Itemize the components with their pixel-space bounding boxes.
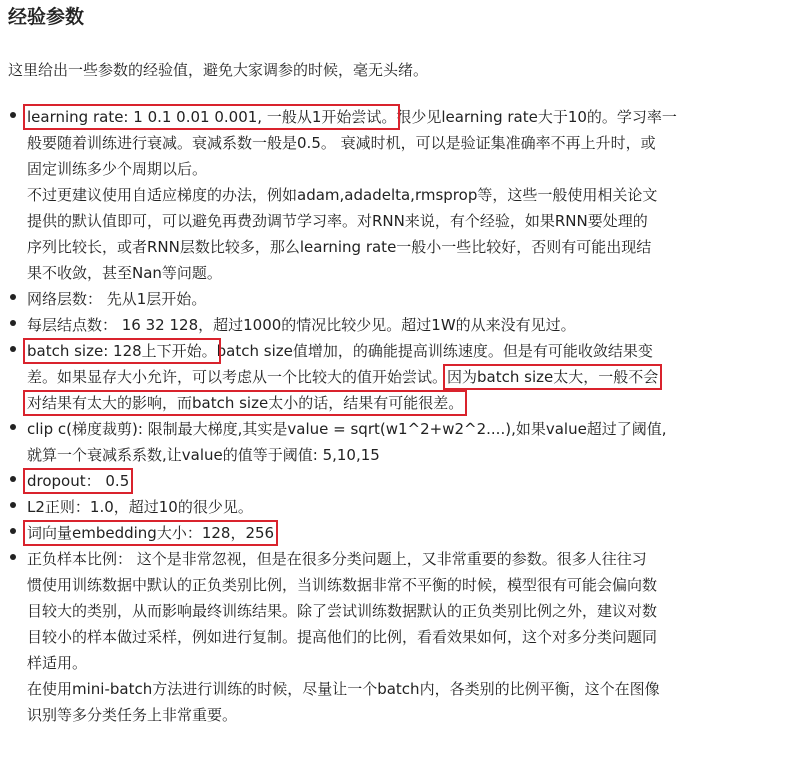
bullet-icon: [10, 424, 16, 430]
highlighted-text: 词向量embedding大小：128，256: [27, 524, 275, 542]
list-item-batch-size: [0, 338, 677, 416]
bullet-icon: [10, 346, 16, 352]
list-item-nodes-per-layer: [0, 312, 677, 338]
parameter-list: [0, 104, 677, 728]
text-line: [27, 104, 677, 130]
text-line: 目较小的样本做过采样，例如进行复制。提高他们的比例，看看效果如何，这个对多分类问题同: [27, 628, 658, 646]
text-line: [27, 390, 677, 416]
highlighted-text: batch size: 128上下开始。: [27, 342, 217, 360]
text-line: [27, 520, 677, 546]
list-item-network-layers: [0, 286, 677, 312]
text-line: 提供的默认值即可，可以避免再费劲调节学习率。对RNN来说，有个经验，如果RNN要处理的: [27, 212, 648, 230]
text-segment: 差。如果显存大小允许，可以考虑从一个比较大的值开始尝试。: [27, 368, 448, 386]
bullet-icon: [10, 294, 16, 300]
text-segment: batch size值增加，的确能提高训练速度。但是有可能收敛结果变: [216, 342, 653, 360]
text-line: 序列比较长，或者RNN层数比较多，那么learning rate一般小一些比较好，否则有可能出现结: [27, 238, 652, 256]
list-item-dropout: [0, 468, 677, 494]
text-line: 果不收敛，甚至Nan等问题。: [27, 264, 222, 282]
text-segment: 很少见learning rate大于10的。学习率一: [396, 108, 677, 126]
text-line: 样适用。: [27, 654, 88, 672]
text-line: 正负样本比例： 这个是非常忽视，但是在很多分类问题上，又非常重要的参数。很多人往往习: [27, 550, 647, 568]
bullet-icon: [10, 502, 16, 508]
text-line: [27, 338, 677, 364]
text-line: 每层结点数： 16 32 128，超过1000的情况比较少见。超过1W的从来没有见过。: [27, 316, 576, 334]
text-line: 网络层数： 先从1层开始。: [27, 290, 207, 308]
list-item-embedding-size: [0, 520, 677, 546]
list-item-gradient-clip: [0, 416, 677, 468]
text-line: 固定训练多少个周期以后。: [27, 160, 208, 178]
text-line: [27, 468, 677, 494]
text-line: 识别等多分类任务上非常重要。: [27, 706, 238, 724]
highlighted-text: learning rate: 1 0.1 0.01 0.001, 一般从1开始尝试。: [27, 108, 397, 126]
text-line: 不过更建议使用自适应梯度的办法，例如adam,adadelta,rmsprop等，这些一般使用相关论文: [27, 186, 658, 204]
highlighted-text: 对结果有太大的影响，而batch size太小的话，结果有可能很差。: [27, 394, 464, 412]
bullet-icon: [10, 554, 16, 560]
text-line: clip c(梯度裁剪): 限制最大梯度,其实是value = sqrt(w1^2+w2^2....),如果value超过了阈值,: [27, 420, 667, 438]
text-line: L2正则：1.0，超过10的很少见。: [27, 498, 253, 516]
highlighted-text: 因为batch size太大，一般不会: [447, 368, 659, 386]
text-line: 在使用mini-batch方法进行训练的时候，尽量让一个batch内，各类别的比例平衡，这个在图像: [27, 680, 660, 698]
text-line: [27, 364, 677, 390]
list-item-learning-rate: [0, 104, 677, 286]
text-line: 惯使用训练数据中默认的正负类别比例，当训练数据非常不平衡的时候，模型很有可能会偏向数: [27, 576, 658, 594]
text-line: 目较大的类别，从而影响最终训练结果。除了尝试训练数据默认的正负类别比例之外，建议对数: [27, 602, 658, 620]
intro-paragraph: 这里给出一些参数的经验值，避免大家调参的时候，毫无头绪。: [8, 61, 429, 79]
text-line: 般要随着训练进行衰减。衰减系数一般是0.5。 衰减时机，可以是验证集准确率不再上升时，或: [27, 134, 656, 152]
list-item-sample-ratio: [0, 546, 677, 728]
bullet-icon: [10, 476, 16, 482]
section-title: 经验参数: [8, 6, 85, 28]
bullet-icon: [10, 528, 16, 534]
highlighted-text: dropout： 0.5: [27, 472, 130, 490]
bullet-icon: [10, 112, 16, 118]
bullet-icon: [10, 320, 16, 326]
text-line: 就算一个衰减系系数,让value的值等于阈值: 5,10,15: [27, 446, 380, 464]
list-item-l2-regularization: [0, 494, 677, 520]
